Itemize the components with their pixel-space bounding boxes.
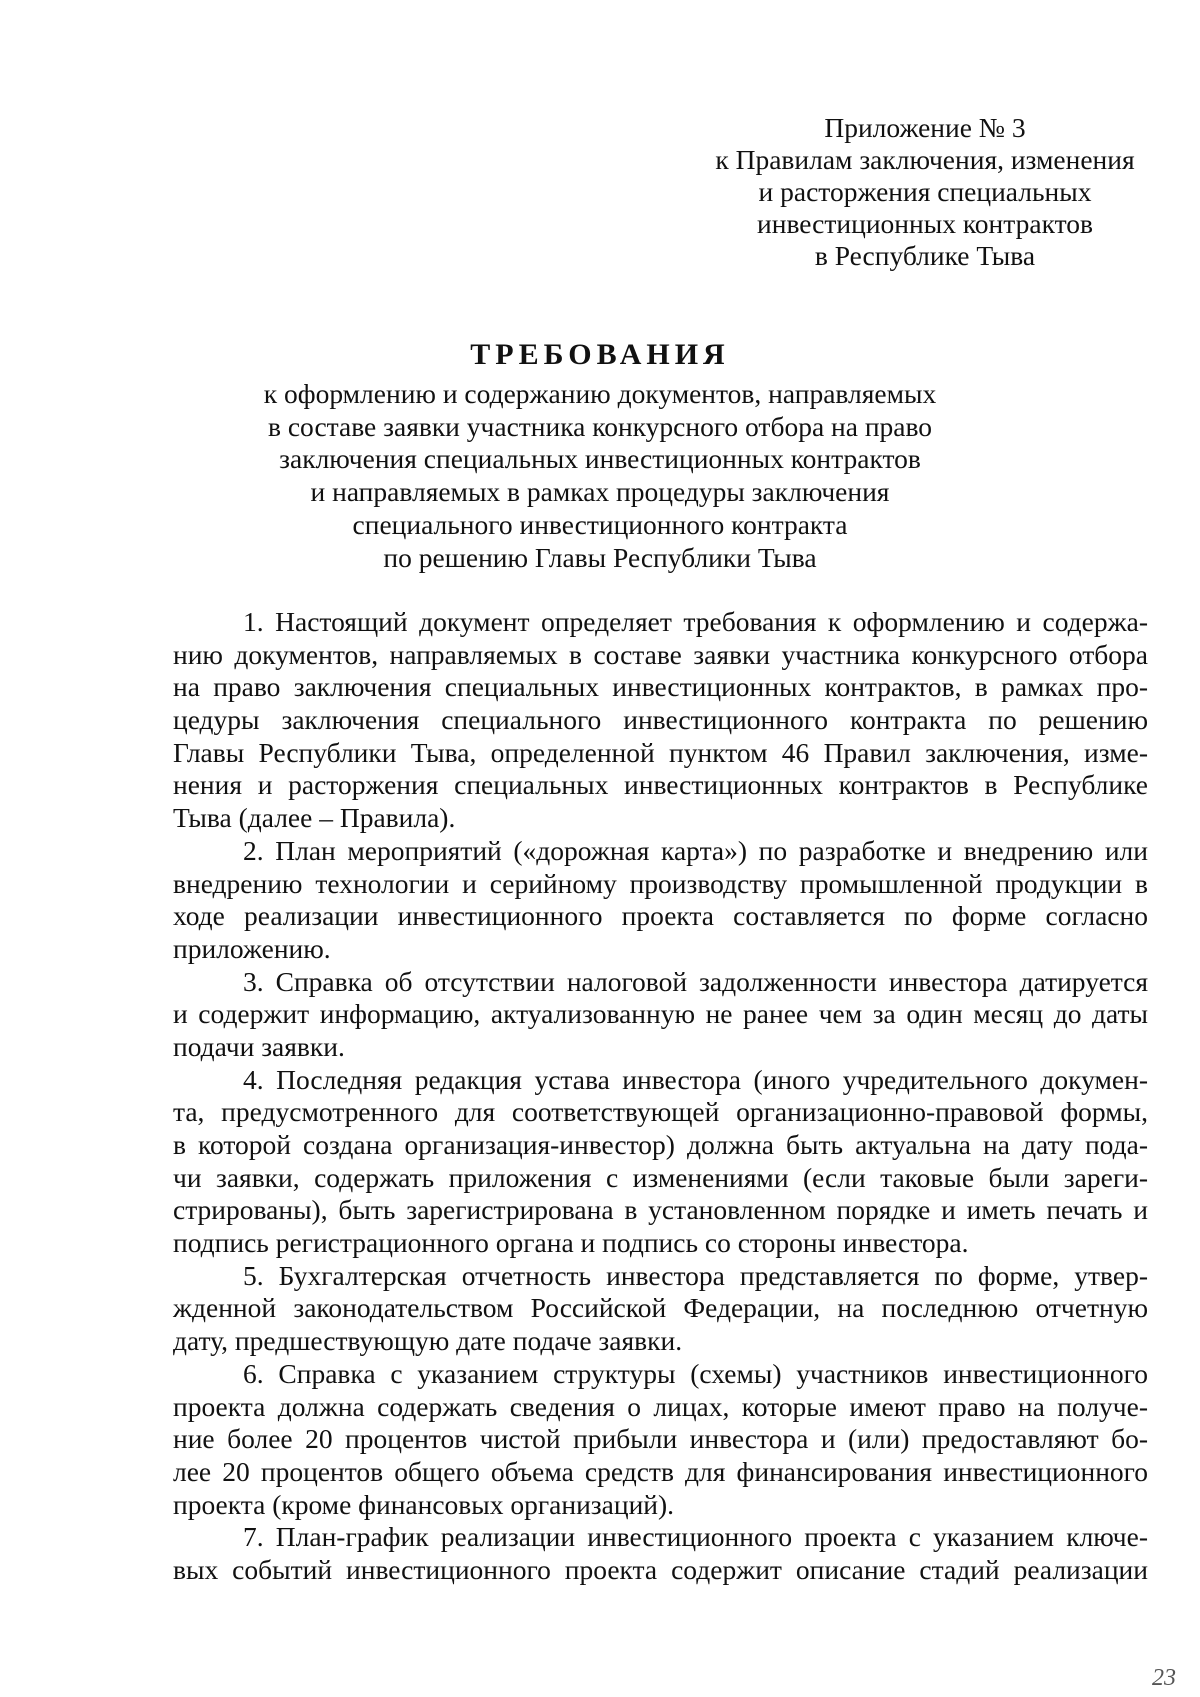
- paragraph-line: 3. Справка об отсутствии налоговой задолженности инвестора датируется: [243, 965, 1148, 997]
- paragraph-line: 6. Справка с указанием структуры (схемы) участников инвестиционного: [243, 1357, 1148, 1389]
- appendix-line: инвестиционных контрактов: [757, 208, 1093, 239]
- appendix-header: [690, 112, 1160, 272]
- paragraph-line: подпись регистрационного органа и подпись со стороны инвестора.: [173, 1227, 969, 1259]
- paragraph-line: 4. Последняя редакция устава инвестора (иного учредительного докумен-: [243, 1063, 1148, 1095]
- paragraph: [173, 1358, 1148, 1521]
- paragraph-line: стрированы), быть зарегистрирована в установленном порядке и иметь печать и: [173, 1194, 1148, 1226]
- paragraph: [173, 835, 1148, 966]
- paragraph-line: на право заключения специальных инвестиционных контрактов, в рамках про-: [173, 671, 1148, 703]
- document-body: [173, 606, 1148, 1587]
- paragraph: [173, 1521, 1148, 1586]
- subtitle-line: в составе заявки участника конкурсного отбора на право: [267, 410, 933, 442]
- subtitle-line: и направляемых в рамках процедуры заключения: [310, 476, 890, 508]
- appendix-line: к Правилам заключения, изменения: [715, 144, 1135, 175]
- paragraph-line: 5. Бухгалтерская отчетность инвестора представляется по форме, утвер-: [243, 1259, 1148, 1291]
- appendix-line: в Республике Тыва: [814, 240, 1036, 271]
- paragraph-line: подачи заявки.: [173, 1030, 345, 1062]
- paragraph-line: 1. Настоящий документ определяет требования к оформлению и содержа-: [243, 606, 1148, 637]
- subtitle-line: к оформлению и содержанию документов, направляемых: [263, 378, 937, 409]
- paragraph-line: внедрению технологии и серийному производству промышленной продукции в: [173, 867, 1148, 899]
- paragraph-line: проекта (кроме финансовых организаций).: [173, 1488, 675, 1520]
- paragraph: [173, 966, 1148, 1064]
- paragraph-line: вых событий инвестиционного проекта содержит описание стадий реализации: [173, 1553, 1148, 1585]
- paragraph: [173, 1064, 1148, 1260]
- paragraph-line: приложению.: [173, 932, 331, 964]
- paragraph-line: чи заявки, содержать приложения с изменениями (если таковые были зареги-: [173, 1161, 1148, 1193]
- subtitle-line: по решению Главы Республики Тыва: [383, 541, 817, 573]
- paragraph-line: жденной законодательством Российской Федерации, на последнюю отчетную: [173, 1292, 1148, 1324]
- paragraph-line: в которой создана организация-инвестор) должна быть актуальна на дату пода-: [173, 1129, 1148, 1160]
- paragraph-line: проекта должна содержать сведения о лицах, которые имеют право на получе-: [173, 1390, 1148, 1422]
- paragraph-line: та, предусмотренного для соответствующей организационно-правовой формы,: [173, 1096, 1148, 1128]
- paragraph: [173, 1260, 1148, 1358]
- paragraph-line: нения и расторжения специальных инвестиционных контрактов в Республике: [173, 769, 1148, 801]
- subtitle-line: специального инвестиционного контракта: [352, 508, 848, 540]
- document-title: ТРЕБОВАНИЯ: [470, 338, 730, 371]
- paragraph-line: 7. План-график реализации инвестиционного проекта с указанием ключе-: [243, 1521, 1148, 1553]
- page-number: 23: [1152, 1665, 1176, 1691]
- appendix-line: Приложение № 3: [824, 112, 1026, 143]
- paragraph-line: ние более 20 процентов чистой прибыли инвестора и (или) предоставляют бо-: [173, 1423, 1148, 1455]
- appendix-line: и расторжения специальных: [758, 176, 1092, 207]
- paragraph-line: нию документов, направляемых в составе заявки участника конкурсного отбора: [173, 638, 1148, 670]
- paragraph-line: ходе реализации инвестиционного проекта составляется по форме согласно: [173, 900, 1148, 932]
- document-subtitle: [0, 378, 1200, 574]
- paragraph-line: цедуры заключения специального инвестиционного контракта по решению: [173, 704, 1148, 736]
- subtitle-line: заключения специальных инвестиционных контрактов: [279, 443, 921, 475]
- paragraph-line: и содержит информацию, актуализованную не ранее чем за один месяц до даты: [173, 998, 1148, 1030]
- paragraph: [173, 606, 1148, 835]
- paragraph-line: Главы Республики Тыва, определенной пунктом 46 Правил заключения, изме-: [173, 736, 1148, 768]
- paragraph-line: дату, предшествующую дате подаче заявки.: [173, 1325, 683, 1357]
- paragraph-line: лее 20 процентов общего объема средств для финансирования инвестиционного: [173, 1455, 1148, 1487]
- paragraph-line: Тыва (далее – Правила).: [173, 802, 456, 834]
- paragraph-line: 2. План мероприятий («дорожная карта») по разработке и внедрению или: [243, 834, 1148, 866]
